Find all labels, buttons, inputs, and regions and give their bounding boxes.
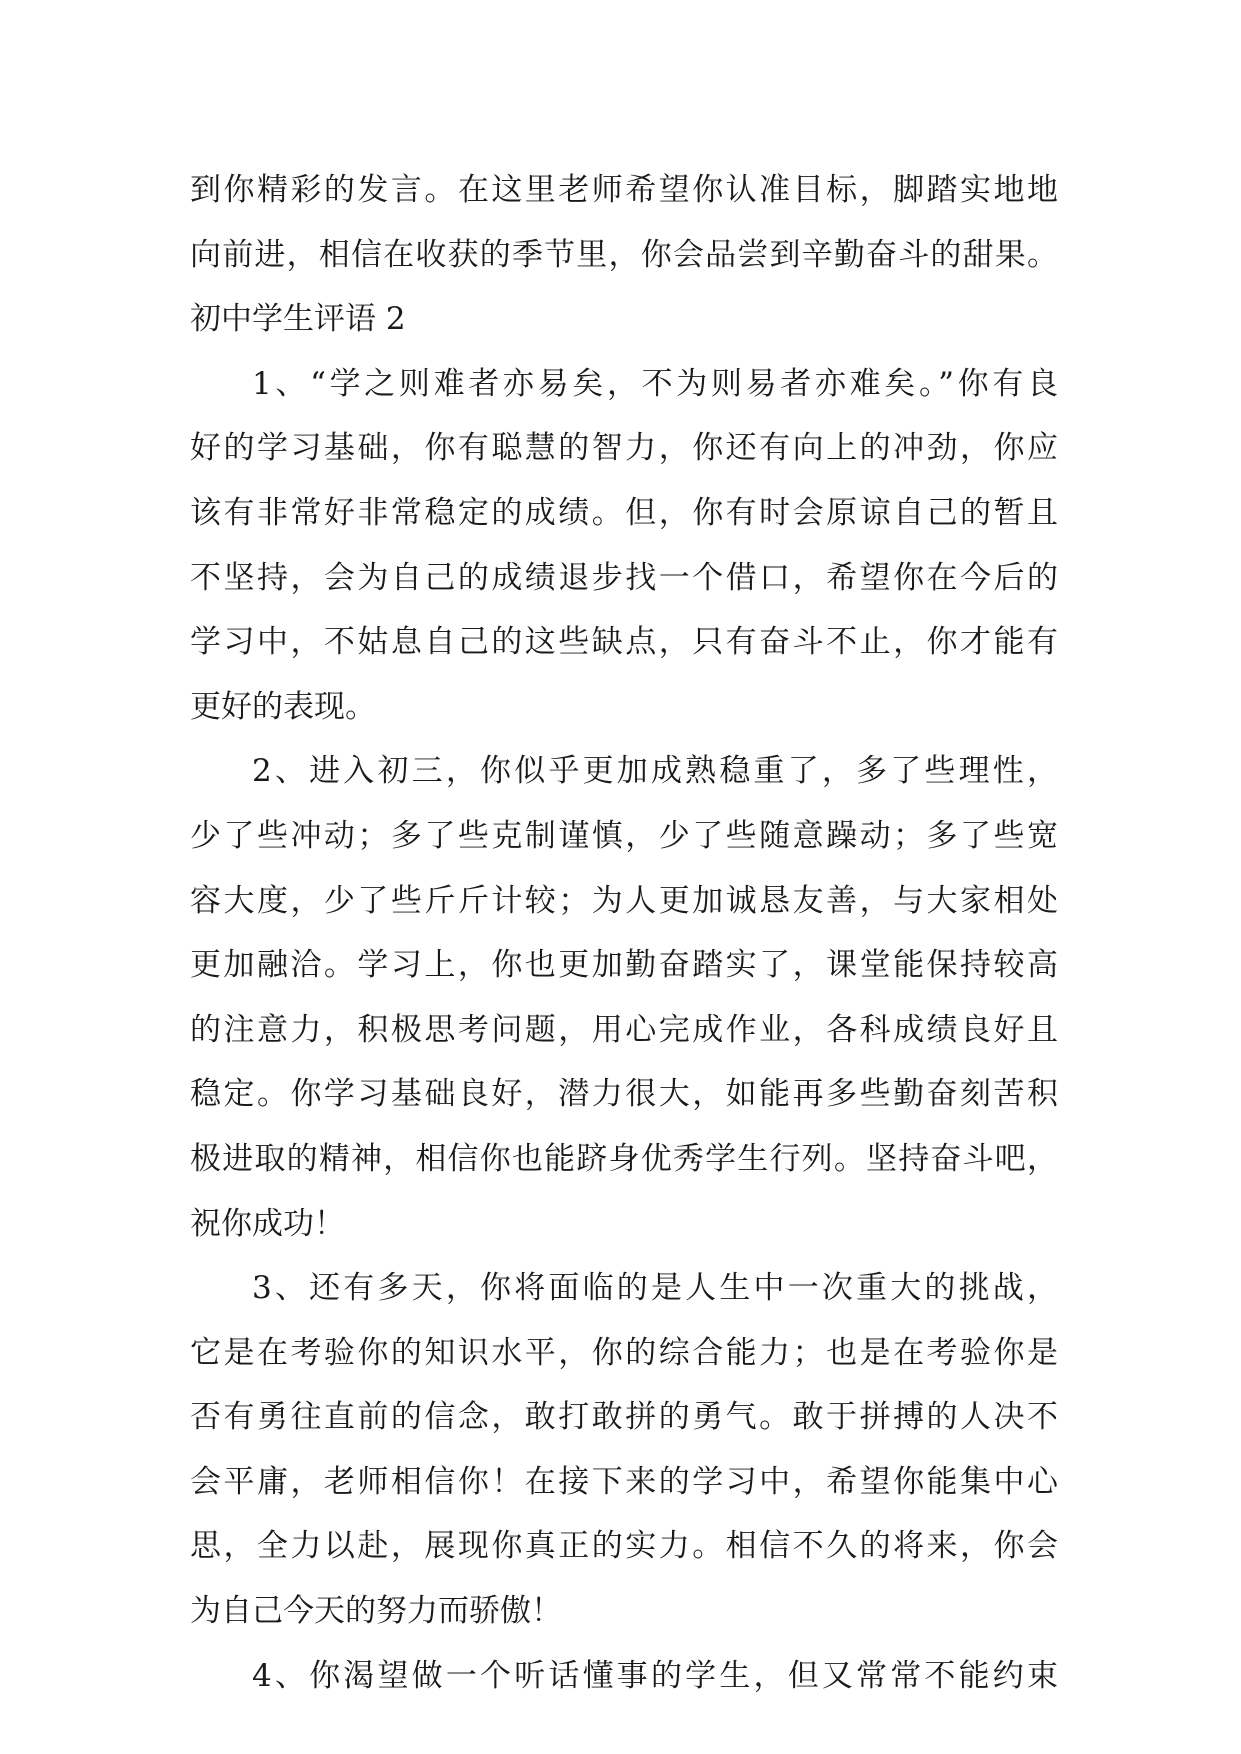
text-line: 为自己今天的努力而骄傲！ bbox=[190, 1593, 562, 1630]
text-line: 它是在考验你的知识水平，你的综合能力；也是在考验你是 bbox=[190, 1334, 1058, 1371]
text-line: 祝你成功！ bbox=[190, 1205, 345, 1242]
text-line: 少了些冲动；多了些克制谨慎，少了些随意躁动；多了些宽 bbox=[190, 817, 1058, 854]
text-line: 更好的表现。 bbox=[190, 688, 376, 725]
text-line: 的注意力，积极思考问题，用心完成作业，各科成绩良好且 bbox=[190, 1011, 1058, 1048]
text-line: 思，全力以赴，展现你真正的实力。相信不久的将来，你会 bbox=[190, 1528, 1058, 1565]
text-line: 到你精彩的发言。在这里老师希望你认准目标，脚踏实地地 bbox=[190, 172, 1058, 208]
text-line: 向前进，相信在收获的季节里，你会品尝到辛勤奋斗的甜果。 bbox=[190, 236, 1058, 273]
text-line: 更加融洽。学习上，你也更加勤奋踏实了，课堂能保持较高 bbox=[190, 947, 1058, 984]
text-line: 该有非常好非常稳定的成绩。但，你有时会原谅自己的暂且 bbox=[190, 494, 1058, 531]
text-line: 好的学习基础，你有聪慧的智力，你还有向上的冲劲，你应 bbox=[190, 430, 1058, 467]
text-line: 极进取的精神，相信你也能跻身优秀学生行列。坚持奋斗吧， bbox=[190, 1140, 1058, 1177]
text-line: 稳定。你学习基础良好，潜力很大，如能再多些勤奋刻苦积 bbox=[190, 1076, 1058, 1113]
paragraph-start-line: 1、“学之则难者亦易矣，不为则易者亦难矣。”你有良 bbox=[252, 365, 1058, 402]
paragraph-start-line: 2、进入初三，你似乎更加成熟稳重了，多了些理性， bbox=[252, 753, 1058, 790]
text-line: 不坚持，会为自己的成绩退步找一个借口，希望你在今后的 bbox=[190, 559, 1058, 596]
text-line: 会平庸，老师相信你！在接下来的学习中，希望你能集中心 bbox=[190, 1463, 1058, 1500]
document-page bbox=[190, 158, 1058, 1708]
text-line: 学习中，不姑息自己的这些缺点，只有奋斗不止，你才能有 bbox=[190, 624, 1058, 661]
text-line: 否有勇往直前的信念，敢打敢拼的勇气。敢于拼搏的人决不 bbox=[190, 1399, 1058, 1436]
paragraph-start-line: 4、你渴望做一个听话懂事的学生，但又常常不能约束 bbox=[252, 1657, 1058, 1694]
section-heading: 初中学生评语 2 bbox=[190, 301, 406, 338]
text-line: 容大度，少了些斤斤计较；为人更加诚恳友善，与大家相处 bbox=[190, 882, 1058, 919]
paragraph-start-line: 3、还有多天，你将面临的是人生中一次重大的挑战， bbox=[252, 1270, 1058, 1307]
